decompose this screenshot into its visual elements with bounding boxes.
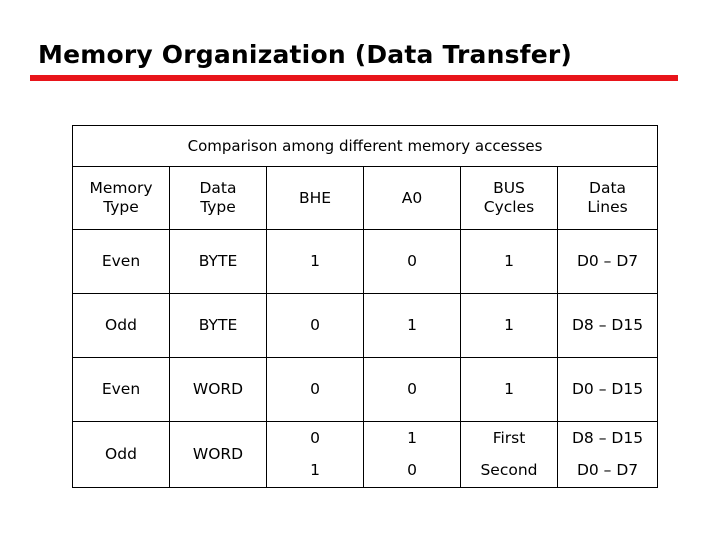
cell-a0: 0 [364,358,461,422]
header-memory-type: Memory Type [73,167,170,230]
cell-bus-cycles: 1 [461,230,558,294]
cell-data-lines: D0 – D7 [558,230,658,294]
cell-data-type: WORD [170,422,267,488]
slide-title: Memory Organization (Data Transfer) [38,40,573,69]
header-data-type: Data Type [170,167,267,230]
memory-access-table [72,125,658,488]
header-data-lines: Data Lines [558,167,658,230]
cell-bus-cycles: 1 [461,294,558,358]
title-underline [30,75,678,81]
cell-memory-type: Odd [73,294,170,358]
cell-data-type: BYTE [170,230,267,294]
table-row [73,230,658,294]
header-bhe: BHE [267,167,364,230]
cell-data-lines: D0 – D7 [558,455,658,488]
cell-data-type: WORD [170,358,267,422]
table-row [73,422,658,455]
cell-memory-type: Odd [73,422,170,488]
cell-bus-cycles: Second [461,455,558,488]
table-caption-row [73,126,658,167]
table-row [73,358,658,422]
cell-a0: 0 [364,455,461,488]
table-caption: Comparison among different memory accesses [73,126,658,167]
table-row [73,294,658,358]
header-bus-cycles: BUS Cycles [461,167,558,230]
cell-bus-cycles: 1 [461,358,558,422]
cell-a0: 1 [364,422,461,455]
cell-data-lines: D8 – D15 [558,422,658,455]
cell-bhe: 1 [267,455,364,488]
table-header-row [73,167,658,230]
cell-data-type: BYTE [170,294,267,358]
cell-a0: 1 [364,294,461,358]
cell-memory-type: Even [73,230,170,294]
cell-bhe: 0 [267,358,364,422]
cell-bus-cycles: First [461,422,558,455]
cell-a0: 0 [364,230,461,294]
header-a0: A0 [364,167,461,230]
cell-bhe: 1 [267,230,364,294]
cell-bhe: 0 [267,422,364,455]
cell-data-lines: D8 – D15 [558,294,658,358]
cell-bhe: 0 [267,294,364,358]
cell-memory-type: Even [73,358,170,422]
cell-data-lines: D0 – D15 [558,358,658,422]
